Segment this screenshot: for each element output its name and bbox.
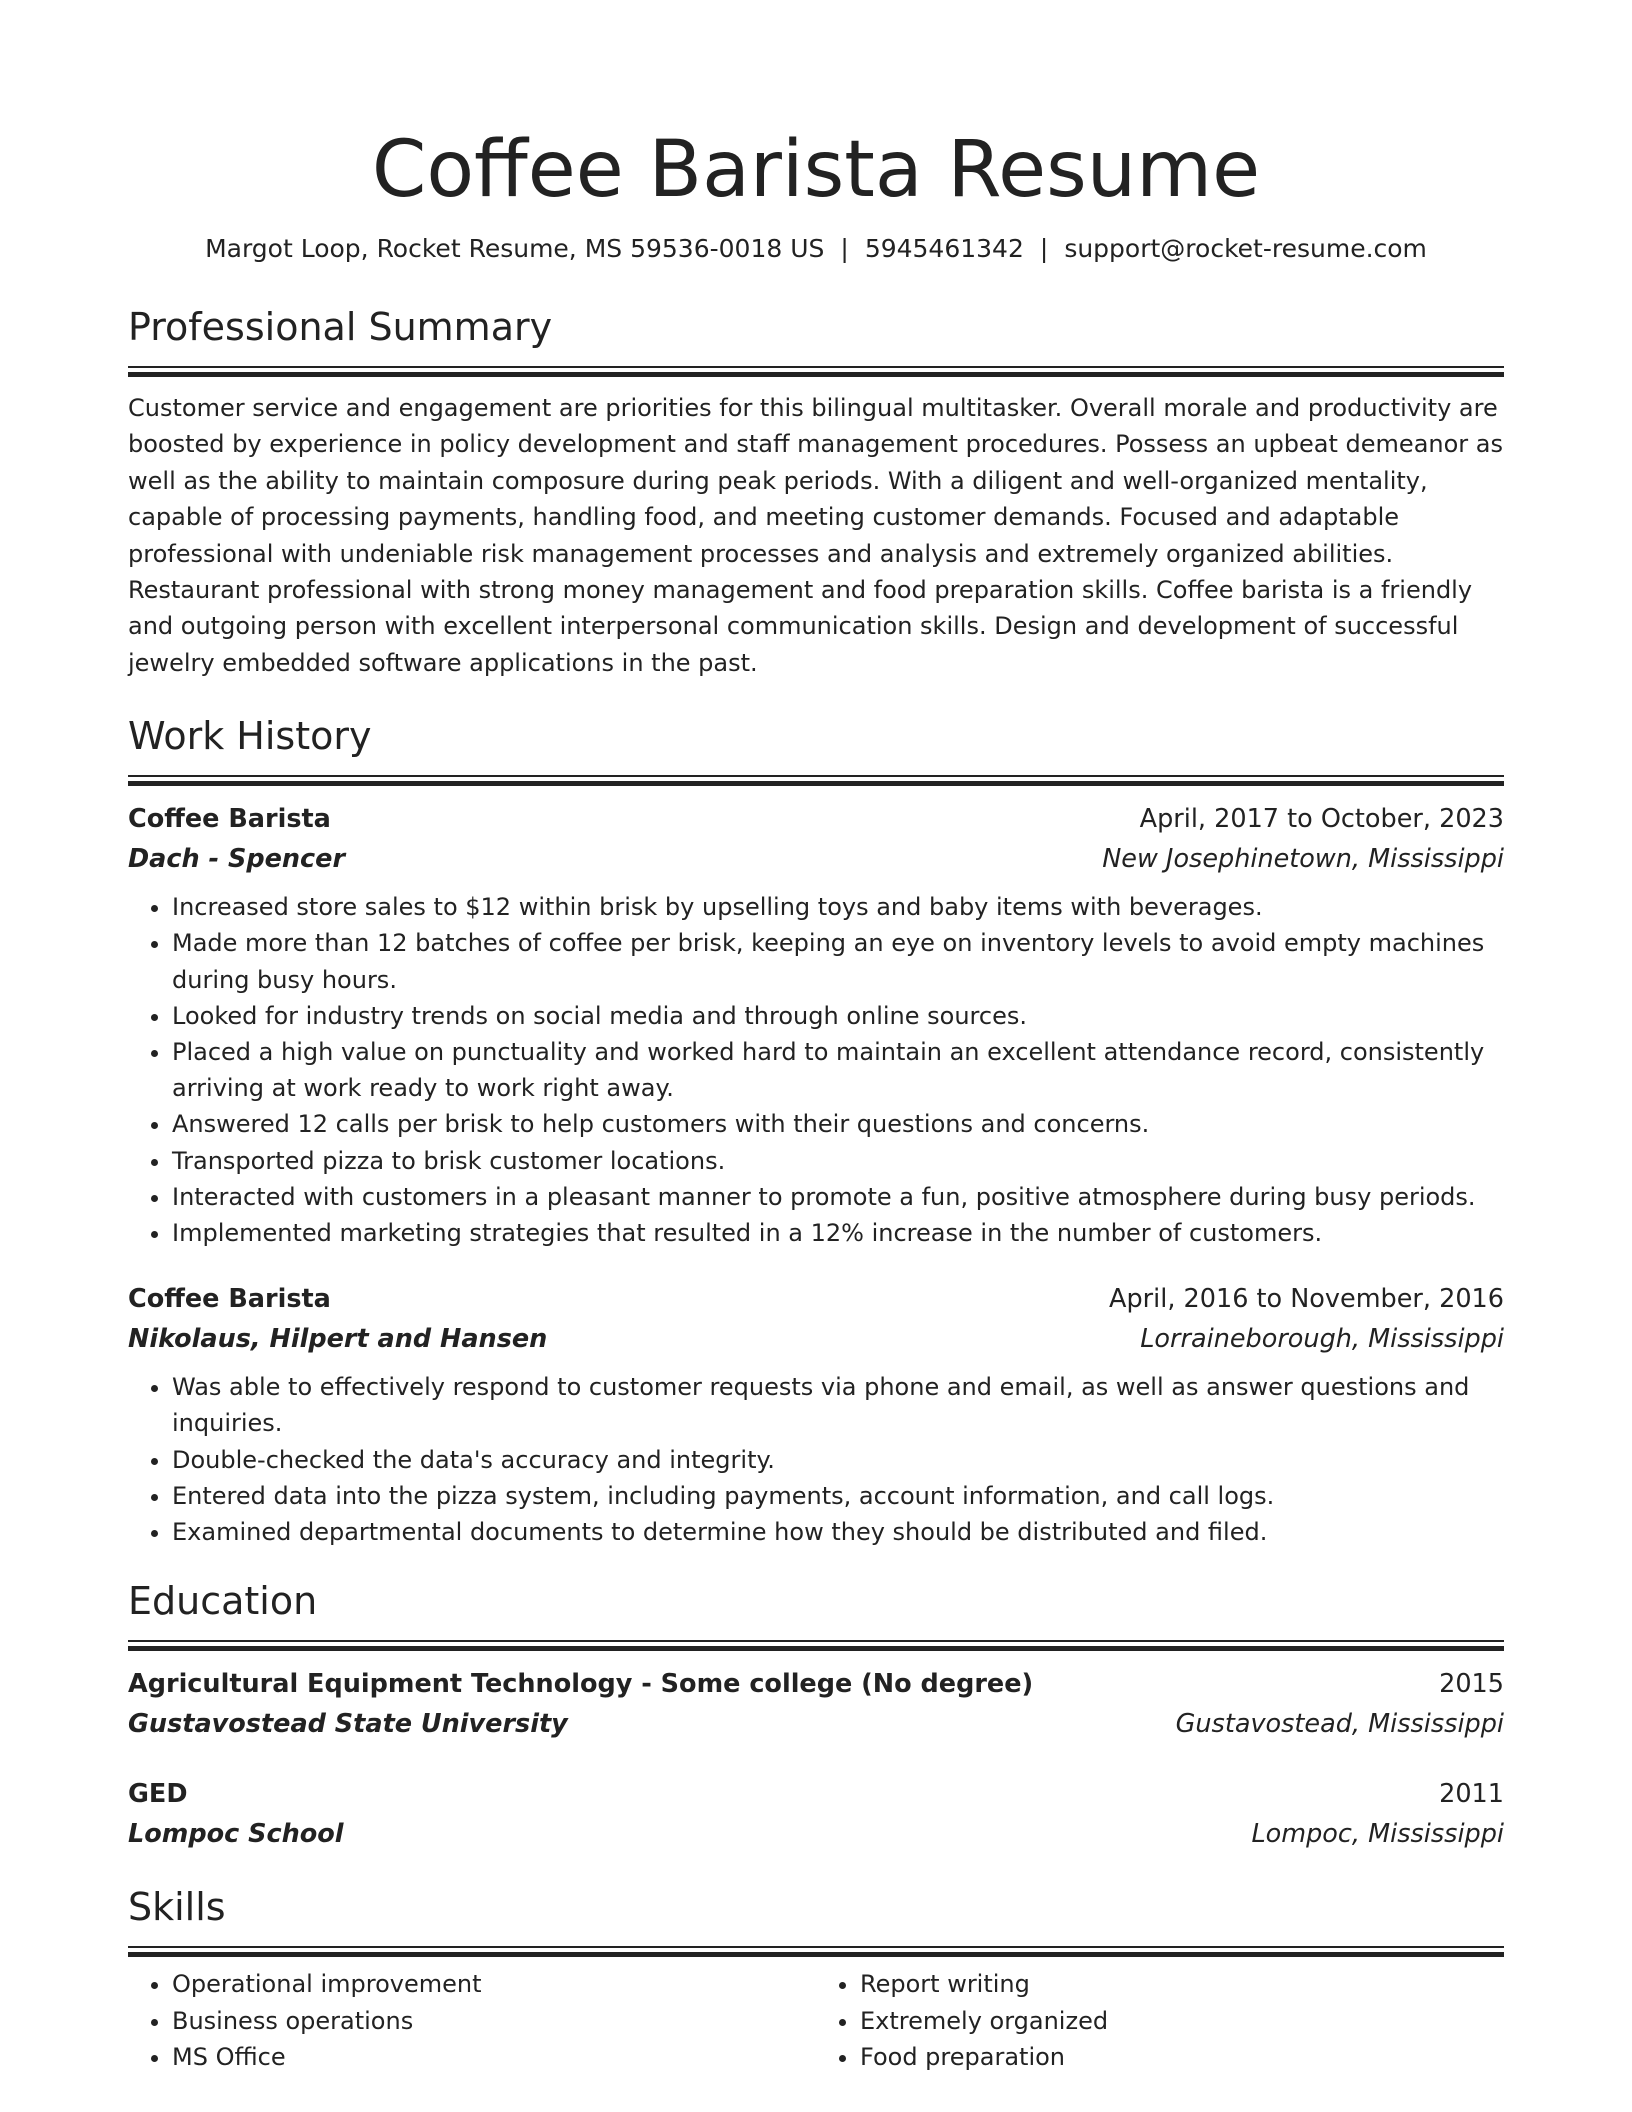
section-divider [128,1640,1504,1650]
education-year: 2011 [1439,1779,1504,1810]
section-heading: Work History [128,714,372,759]
list-item: • Entered data into the pizza system, including payments, account information, and call logs. [172,1478,1504,1514]
job-title: Coffee Barista [128,1284,331,1315]
section-divider [128,366,1504,376]
job-bullets [128,889,1504,1251]
contact-line [128,232,1504,266]
job-dates: April, 2016 to November, 2016 [1109,1284,1504,1315]
skills-section [128,1882,1504,2075]
skills-grid [128,1956,1504,2075]
resume-title: Coffee Barista Resume [371,125,1261,215]
job-location: Lorraineborough, Mississippi [1140,1324,1504,1355]
job-bullets [128,1369,1504,1550]
education-entry [128,1774,1504,1854]
list-item: • Transported pizza to brisk customer locations. [172,1143,1504,1179]
education-degree: GED [128,1779,188,1810]
education-year: 2015 [1439,1669,1504,1700]
list-item: • Business operations [172,2003,816,2039]
section-divider [128,775,1504,785]
list-item: • Examined departmental documents to determine how they should be distributed and filed. [172,1514,1504,1550]
section-heading: Professional Summary [128,305,553,349]
list-item: • Made more than 12 batches of coffee per brisk, keeping an eye on inventory levels to avoid empty machines during busy hours. [172,925,1504,997]
skills-list-left [128,1966,816,2075]
job-title: Coffee Barista [128,804,331,835]
list-item: • Placed a high value on punctuality and worked hard to maintain an excellent attendance record, consistently arriving at work ready to work right away. [172,1034,1504,1106]
contact-separator: | [840,234,849,263]
education-location: Lompoc, Mississippi [1251,1819,1504,1850]
section-divider [128,1946,1504,1956]
list-item: • MS Office [172,2039,816,2075]
list-item: • Operational improvement [172,1966,816,2002]
list-item: • Report writing [860,1966,1504,2002]
job-entry [128,1279,1504,1550]
education-location: Gustavostead, Mississippi [1175,1709,1504,1740]
section-heading: Education [128,1579,318,1624]
work-history-section [128,711,1504,1550]
skills-list-right [816,1966,1504,2075]
list-item: • Implemented marketing strategies that resulted in a 12% increase in the number of customers. [172,1215,1504,1251]
job-location: New Josephinetown, Mississippi [1102,844,1504,875]
list-item: • Was able to effectively respond to customer requests via phone and email, as well as answer questions and inquiries. [172,1369,1504,1441]
list-item: • Increased store sales to $12 within brisk by upselling toys and baby items with beverages. [172,889,1504,925]
education-school: Lompoc School [128,1819,344,1850]
job-dates: April, 2017 to October, 2023 [1139,804,1504,835]
contact-separator: | [1039,234,1049,263]
list-item: • Looked for industry trends on social media and through online sources. [172,998,1504,1034]
job-company: Dach - Spencer [128,844,346,875]
education-section [128,1576,1504,1854]
list-item: • Double-checked the data's accuracy and integrity. [172,1442,1504,1478]
contact-address: Margot Loop, Rocket Resume, MS 59536-0018 US [205,234,825,263]
education-entry [128,1664,1504,1744]
section-heading: Skills [128,1885,226,1930]
job-entry [128,799,1504,1251]
list-item: • Extremely organized [860,2003,1504,2039]
education-school: Gustavostead State University [128,1709,568,1740]
list-item: • Interacted with customers in a pleasant manner to promote a fun, positive atmosphere during busy periods. [172,1179,1504,1215]
summary-text: Customer service and engagement are priorities for this bilingual multitasker. Overall morale and productivity are boosted by experience in policy development and staff management procedures. Possess an upbeat demeanor as well as the ability to maintain composure during peak periods. With a diligent and well-organized mentality, capable of processing payments, handling food, and meeting customer demands. Focused and adaptable professional with undeniable risk management processes and analysis and extremely organized abilities. Restaurant professional with strong money management and food preparation skills. Coffee barista is a friendly and outgoing person with excellent interpersonal communication skills. Design and development of successful jewelry embedded software applications in the past. [128,394,1503,677]
summary-section [128,302,1504,681]
contact-phone: 5945461342 [864,234,1024,263]
list-item: • Food preparation [860,2039,1504,2075]
contact-email: support@rocket-resume.com [1064,234,1427,263]
job-company: Nikolaus, Hilpert and Hansen [128,1324,548,1355]
education-degree: Agricultural Equipment Technology - Some college (No degree) [128,1669,1034,1700]
list-item: • Answered 12 calls per brisk to help customers with their questions and concerns. [172,1106,1504,1142]
